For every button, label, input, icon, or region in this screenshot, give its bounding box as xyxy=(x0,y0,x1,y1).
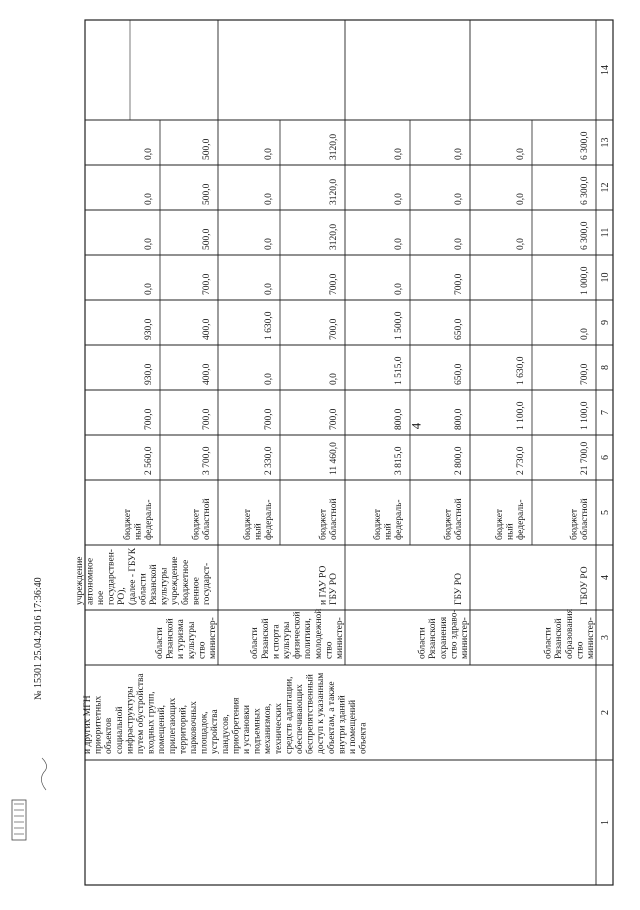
cell-text-line: ство xyxy=(197,641,208,659)
cell-text-line: технических xyxy=(273,702,284,754)
budget-source xyxy=(122,499,154,540)
budget-value: 0,0 xyxy=(394,283,404,295)
cell-text-line: Рязанской xyxy=(260,618,271,659)
table-header xyxy=(600,65,611,825)
budget-value: 0,0 xyxy=(516,148,526,160)
registration-logo xyxy=(12,577,47,840)
budget-value: 700,0 xyxy=(202,273,212,295)
budget-value: 700,0 xyxy=(329,273,339,295)
budget-value: 0,0 xyxy=(144,238,154,250)
budget-value: 500,0 xyxy=(202,138,212,160)
budget-value: 1 630,0 xyxy=(264,311,274,340)
budget-value: 1 630,0 xyxy=(516,356,526,385)
budget-value: 0,0 xyxy=(454,148,464,160)
cell-text-line: охранения xyxy=(438,616,449,659)
budget-value: 3 700,0 xyxy=(202,446,212,475)
budget-value: 700,0 xyxy=(454,273,464,295)
budget-value: 0,0 xyxy=(454,238,464,250)
budget-source xyxy=(190,498,212,540)
cell-text-line: парковочных xyxy=(189,701,199,754)
budget-value: 2 730,0 xyxy=(516,446,526,475)
budget-value: 0,0 xyxy=(144,283,154,295)
registration-stamp: № 15301 25.04.2016 17:36:40 xyxy=(33,577,44,700)
budget-source xyxy=(494,499,526,540)
cell-text-line: входных групп, xyxy=(146,691,157,754)
cell-text-line: венное xyxy=(191,577,202,605)
budget-value: 800,0 xyxy=(454,408,464,430)
cell-text-line: областной xyxy=(454,498,464,540)
cell-text-line: ГБОУ РО xyxy=(580,566,590,605)
executor-name xyxy=(318,566,339,605)
header-col-number: 7 xyxy=(600,410,611,415)
cell-text-line: бюджет xyxy=(122,508,133,540)
cell-text-line: ный xyxy=(505,523,516,540)
header-col-number: 5 xyxy=(600,510,611,515)
budget-value: 930,0 xyxy=(144,363,154,385)
cell-text-line: бюджет xyxy=(318,508,329,540)
cell-text-line: ство xyxy=(575,641,586,659)
cell-text-line: молодежной xyxy=(313,608,324,659)
header-col-number: 3 xyxy=(600,635,611,640)
cell-text-line: области xyxy=(417,627,428,659)
budget-value: 11 460,0 xyxy=(329,442,339,475)
header-col-number: 6 xyxy=(600,455,611,460)
budget-value: 1 500,0 xyxy=(394,311,404,340)
budget-value: 2 560,0 xyxy=(144,446,154,475)
budget-value: 0,0 xyxy=(264,148,274,160)
budget-value: 0,0 xyxy=(144,148,154,160)
table-grid xyxy=(85,20,613,885)
cell-text-line: министер- xyxy=(335,617,345,659)
cell-text-line: средств адаптации, xyxy=(284,676,295,754)
cell-text-line: Рязанской xyxy=(165,618,176,659)
budget-value: 0,0 xyxy=(329,373,339,385)
budget-value: 0,0 xyxy=(454,193,464,205)
budget-value: 700,0 xyxy=(264,408,274,430)
budget-value: 700,0 xyxy=(329,318,339,340)
cell-text-line: ный xyxy=(253,523,264,540)
budget-value: 700,0 xyxy=(329,408,339,430)
cell-text-line: путем обустройства xyxy=(136,673,146,754)
cell-text-line: объектов xyxy=(104,717,115,754)
cell-text-line: областной xyxy=(329,498,339,540)
cell-text-line: учреждение xyxy=(170,556,181,605)
header-col-number: 4 xyxy=(600,575,611,580)
cell-text-line: помещений, xyxy=(157,704,168,754)
cell-text-line: Рязанской xyxy=(554,618,565,659)
cell-text-line: бюджет xyxy=(443,508,454,540)
budget-value: 6 300,0 xyxy=(580,176,590,205)
header-col-number: 8 xyxy=(600,365,611,370)
budget-value: 700,0 xyxy=(202,408,212,430)
budget-value: 6 300,0 xyxy=(580,221,590,250)
budget-value: 500,0 xyxy=(202,183,212,205)
cell-text-line: площадок, xyxy=(199,711,210,754)
budget-value: 0,0 xyxy=(516,238,526,250)
cell-text-line: областной xyxy=(202,498,212,540)
budget-source xyxy=(442,498,464,540)
cell-text-line: бюджет xyxy=(191,508,202,540)
cell-text-line: внутри зданий xyxy=(337,695,348,754)
cell-text-line: образования xyxy=(564,608,575,659)
ministry-name xyxy=(543,608,596,659)
cell-text-line: ГБУ РО xyxy=(329,573,339,605)
budget-source xyxy=(317,498,339,540)
table-body xyxy=(75,131,596,754)
header-col-number: 9 xyxy=(600,320,611,325)
cell-text-line: и ГАУ РО xyxy=(318,565,329,605)
cell-text-line: и установки xyxy=(242,705,252,754)
budget-value: 0,0 xyxy=(264,193,274,205)
cell-text-line: и других МГН xyxy=(83,695,93,754)
cell-text-line: бюджет xyxy=(569,508,580,540)
budget-value: 0,0 xyxy=(394,238,404,250)
cell-text-line: министер- xyxy=(586,617,596,659)
header-col-number: 2 xyxy=(600,710,611,715)
executor-name xyxy=(580,566,590,605)
header-col-number: 10 xyxy=(600,272,611,283)
cell-text-line: механизмов, xyxy=(263,703,274,754)
executor-name xyxy=(75,547,212,605)
cell-text-line: физической xyxy=(292,611,303,659)
cell-text-line: ство xyxy=(324,641,335,659)
cell-text-line: прилегающих xyxy=(167,697,178,754)
cell-text-line: федераль- xyxy=(144,499,154,540)
cell-text-line: ный xyxy=(383,523,394,540)
budget-value: 3120,0 xyxy=(329,223,339,250)
cell-text-line: бюджет xyxy=(242,508,253,540)
budget-value: 2 330,0 xyxy=(264,446,274,475)
budget-value: 0,0 xyxy=(264,283,274,295)
budget-value: 700,0 xyxy=(580,363,590,385)
cell-text-line: и помещений xyxy=(348,699,358,754)
cell-text-line: Рязанской xyxy=(428,618,439,659)
table-frame xyxy=(85,20,613,885)
header-col-number: 12 xyxy=(600,182,611,193)
cell-text-line: бюджетное xyxy=(180,559,191,605)
cell-text-line: ное xyxy=(96,590,106,605)
cell-text-line: государствен- xyxy=(106,549,117,605)
budget-value: 0,0 xyxy=(144,193,154,205)
cell-text-line: территорий, xyxy=(178,704,189,754)
cell-text-line: культуры xyxy=(159,567,170,605)
budget-value: 0,0 xyxy=(394,193,404,205)
cell-text-line: устройства xyxy=(210,709,221,754)
cell-text-line: Рязанской xyxy=(149,564,159,605)
budget-value: 1 000,0 xyxy=(580,266,590,295)
cell-text-line: министер- xyxy=(208,617,218,659)
budget-value: 1 100,0 xyxy=(516,401,526,430)
budget-value: 500,0 xyxy=(202,228,212,250)
header-col-number: 14 xyxy=(600,65,611,75)
budget-value: 0,0 xyxy=(580,328,590,340)
cell-text-line: подъемных xyxy=(252,708,263,754)
budget-value: 0,0 xyxy=(264,373,274,385)
cell-text-line: и туризма xyxy=(176,619,187,659)
budget-value: 3 815,0 xyxy=(394,446,404,475)
budget-value: 930,0 xyxy=(144,318,154,340)
cell-text-line: доступ к указанным xyxy=(316,672,327,754)
budget-value: 0,0 xyxy=(516,193,526,205)
cell-text-line: (далее - ГБУК xyxy=(127,547,138,605)
signature-mark xyxy=(41,758,46,790)
budget-value: 3120,0 xyxy=(329,133,339,160)
cell-text-line: ГБУ РО xyxy=(454,573,464,605)
cell-text-line: учреждение xyxy=(74,556,85,605)
cell-text-line: объекта xyxy=(358,722,369,754)
cell-text-line: социальной xyxy=(114,706,125,754)
cell-text-line: политики, xyxy=(303,618,314,659)
cell-text-line: ный xyxy=(133,523,144,540)
ministry-name xyxy=(154,617,218,659)
budget-value: 6 300,0 xyxy=(580,131,590,160)
cell-text-line: области xyxy=(250,627,261,659)
cell-text-line: приобретения xyxy=(231,697,242,754)
cell-text-line: области xyxy=(155,627,165,659)
budget-source xyxy=(242,499,274,540)
budget-value: 0,0 xyxy=(394,148,404,160)
budget-value: 400,0 xyxy=(202,363,212,385)
cell-text-line: культуры xyxy=(282,621,292,659)
cell-text-line: обеспечивающих xyxy=(295,684,305,754)
measure-description xyxy=(83,673,369,754)
cell-text-line: и спорта xyxy=(271,624,282,659)
header-col-number: 13 xyxy=(600,137,611,148)
cell-text-line: областной xyxy=(580,498,590,540)
cell-text-line: области xyxy=(138,573,149,605)
budget-value: 1 515,0 xyxy=(394,356,404,385)
cell-text-line: ство здраво- xyxy=(449,609,460,659)
ministry-name xyxy=(417,609,470,659)
cell-text-line: РО), xyxy=(117,587,128,605)
budget-value: 3120,0 xyxy=(329,178,339,205)
budget-value: 800,0 xyxy=(394,408,404,430)
budget-value: 650,0 xyxy=(454,318,464,340)
cell-text-line: беспрепятственный xyxy=(305,674,316,754)
cell-text-line: государст- xyxy=(202,562,212,605)
cell-text-line: инфраструктуры xyxy=(125,686,136,754)
budget-value: 400,0 xyxy=(202,318,212,340)
budget-source xyxy=(372,499,404,540)
budget-value: 2 800,0 xyxy=(454,446,464,475)
cell-text-line: федераль- xyxy=(394,499,404,540)
cell-text-line: министер- xyxy=(460,617,470,659)
page-number: 4 xyxy=(408,422,424,430)
budget-value: 1 100,0 xyxy=(580,401,590,430)
cell-text-line: автономное xyxy=(85,557,96,605)
cell-text-line: области xyxy=(543,627,554,659)
budget-source xyxy=(568,498,590,540)
budget-value: 650,0 xyxy=(454,363,464,385)
cell-text-line: пандусов, xyxy=(220,714,231,754)
header-col-number: 11 xyxy=(600,227,611,238)
cell-text-line: бюджет xyxy=(494,508,505,540)
cell-text-line: бюджет xyxy=(372,508,383,540)
ministry-name xyxy=(249,609,345,659)
budget-value: 21 700,0 xyxy=(580,441,590,475)
cell-text-line: приоритетных xyxy=(93,695,104,754)
cell-text-line: культуры xyxy=(186,621,197,659)
header-col-number: 1 xyxy=(600,820,611,825)
cell-text-line: объектам, а также xyxy=(326,681,337,754)
cell-text-line: федераль- xyxy=(516,499,526,540)
cell-text-line: федераль- xyxy=(264,499,274,540)
budget-value: 700,0 xyxy=(144,408,154,430)
executor-name xyxy=(454,573,464,605)
budget-value: 0,0 xyxy=(264,238,274,250)
